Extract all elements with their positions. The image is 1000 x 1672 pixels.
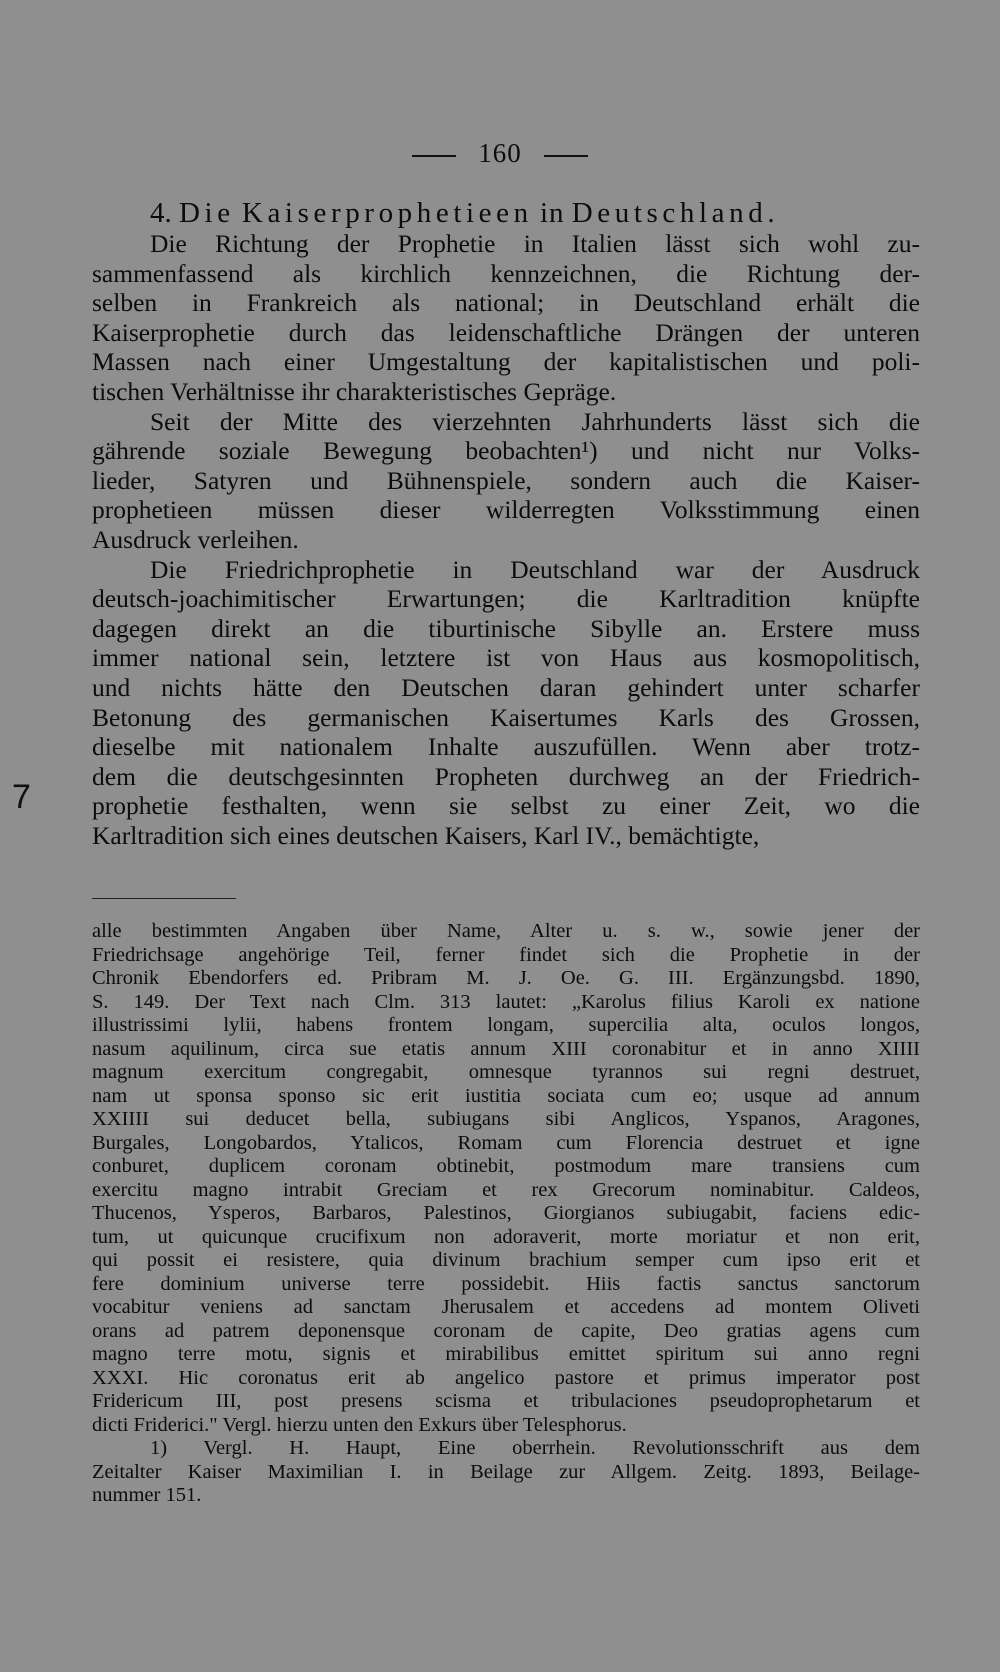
main-text: [92, 229, 920, 850]
section-heading-number: 4.: [150, 197, 172, 229]
text-line: Kaiserprophetie durch das leidenschaftliche Drängen der unteren: [92, 317, 920, 347]
footnote-line: tum, ut quicunque crucifixum non adoraverit, morte moriatur et non erit,: [92, 1225, 920, 1248]
footnote-divider: [92, 898, 236, 899]
paragraph: [92, 407, 920, 555]
text-line: selben in Frankreich als national; in Deutschland erhält die: [92, 288, 920, 318]
text-line: dieselbe mit nationalem Inhalte auszufüllen. Wenn aber trotz-: [92, 732, 920, 762]
text-line: dagegen direkt an die tiburtinische Sibylle an. Erstere muss: [92, 613, 920, 643]
footnote-line: nam ut sponsa sponso sic erit iustitia sociata cum eo; usque ad annum: [92, 1084, 920, 1107]
footnotes: [92, 920, 920, 1508]
text-line: lieder, Satyren und Bühnenspiele, sondern auch die Kaiser-: [92, 465, 920, 495]
footnote-line: XXXI. Hic coronatus erit ab angelico pastore et primus imperator post: [92, 1366, 920, 1389]
text-line: Seit der Mitte des vierzehnten Jahrhunderts lässt sich die: [150, 406, 920, 436]
section-heading-word: Die: [179, 197, 235, 229]
page-number: [0, 138, 1000, 169]
footnote-line: Chronik Ebendorfers ed. Pribram M. J. Oe. G. III. Ergänzungsbd. 1890,: [92, 967, 920, 989]
footnote-line: alle bestimmten Angaben über Name, Alter u. s. w., sowie jener der: [92, 920, 920, 942]
section-heading-word: in: [539, 197, 565, 229]
footnote-line: conburet, duplicem coronam obtinebit, postmodum mare transiens cum: [92, 1155, 920, 1177]
footnote-line: Zeitalter Kaiser Maximilian I. in Beilage zur Allgem. Zeitg. 1893, Beilage-: [92, 1460, 920, 1483]
text-line: sammenfassend als kirchlich kennzeichnen, die Richtung der-: [92, 258, 920, 288]
paragraph: [92, 555, 920, 851]
footnote-line: qui possit ei resistere, quia divinum brachium semper cum ipso erit et: [92, 1249, 920, 1271]
footnote-line: 1) Vergl. H. Haupt, Eine oberrhein. Revolutionsschrift aus dem: [150, 1437, 920, 1459]
text-line: und nichts hätte den Deutschen daran gehindert unter scharfer: [92, 672, 920, 702]
footnote-line: Burgales, Longobardos, Ytalicos, Romam cum Florencia destruet et igne: [92, 1131, 920, 1154]
page-number-dash-left: [412, 155, 456, 157]
text-line: Massen nach einer Umgestaltung der kapitalistischen und poli-: [92, 347, 920, 377]
footnote-line: Thucenos, Ysperos, Barbaros, Palestinos, Giorgianos subiugabit, faciens edic-: [92, 1202, 920, 1224]
footnote-line: dicti Friderici." Vergl. hierzu unten den Exkurs über Telesphorus.: [92, 1413, 627, 1436]
page-number-dash-right: [544, 155, 588, 157]
section-heading-word: Deutschland.: [571, 197, 780, 229]
footnote: [92, 1437, 920, 1508]
text-line: dem die deutschgesinnten Propheten durchweg an der Friedrich-: [92, 761, 920, 791]
margin-mark: 7: [12, 778, 31, 816]
footnote-line: fere dominium universe terre possidebit. Hiis factis sanctus sanctorum: [92, 1272, 920, 1295]
footnote-line: exercitu magno intrabit Greciam et rex Grecorum nominabitur. Caldeos,: [92, 1178, 920, 1201]
text-line: Betonung des germanischen Kaisertumes Karls des Grossen,: [92, 702, 920, 732]
footnote-line: vocabitur veniens ad sanctam Jherusalem et accedens ad montem Oliveti: [92, 1296, 920, 1318]
section-heading-word: Kaiserprophetieen: [241, 197, 533, 229]
section-heading: [150, 196, 870, 230]
text-line: Die Friedrichprophetie in Deutschland war der Ausdruck: [150, 554, 920, 584]
page-number-text: 160: [478, 138, 522, 168]
text-line: Die Richtung der Prophetie in Italien lässt sich wohl zu-: [150, 229, 920, 258]
footnote-line: magnum exercitum congregabit, omnesque tyrannos sui regni destruet,: [92, 1061, 920, 1083]
text-line: gährende soziale Bewegung beobachten¹) und nicht nur Volks-: [92, 436, 920, 466]
footnote-line: Fridericum III, post presens scisma et tribulaciones pseudoprophetarum et: [92, 1390, 920, 1412]
footnote-line: S. 149. Der Text nach Clm. 313 lautet: „Karolus filius Karoli ex natione: [92, 990, 920, 1013]
footnote: [92, 920, 920, 1437]
footnote-line: nummer 151.: [92, 1484, 202, 1506]
text-line: immer national sein, letztere ist von Haus aus kosmopolitisch,: [92, 643, 920, 673]
text-line: prophetieen müssen dieser wilderregten Volksstimmung einen: [92, 495, 920, 525]
text-line: prophetie festhalten, wenn sie selbst zu einer Zeit, wo die: [92, 791, 920, 821]
footnote-line: nasum aquilinum, circa sue etatis annum XIII coronabitur et in anno XIIII: [92, 1037, 920, 1060]
footnote-line: illustrissimi lylii, habens frontem longam, supercilia alta, oculos longos,: [92, 1014, 920, 1036]
footnote-line: XXIIII sui deducet bella, subiugans sibi Anglicos, Yspanos, Aragones,: [92, 1108, 920, 1130]
paragraph: [92, 229, 920, 407]
text-line: deutsch-joachimitischer Erwartungen; die Karltradition knüpfte: [92, 584, 920, 614]
text-line: Karltradition sich eines deutschen Kaisers, Karl IV., bemächtigte,: [92, 820, 760, 850]
footnote-line: orans ad patrem deponensque coronam de capite, Deo gratias agens cum: [92, 1319, 920, 1342]
text-line: Ausdruck verleihen.: [92, 524, 299, 554]
footnote-line: magno terre motu, signis et mirabilibus emittet spiritum sui anno regni: [92, 1343, 920, 1365]
text-line: tischen Verhältnisse ihr charakteristisches Gepräge.: [92, 376, 617, 406]
footnote-line: Friedrichsage angehörige Teil, ferner findet sich die Prophetie in der: [92, 943, 920, 966]
